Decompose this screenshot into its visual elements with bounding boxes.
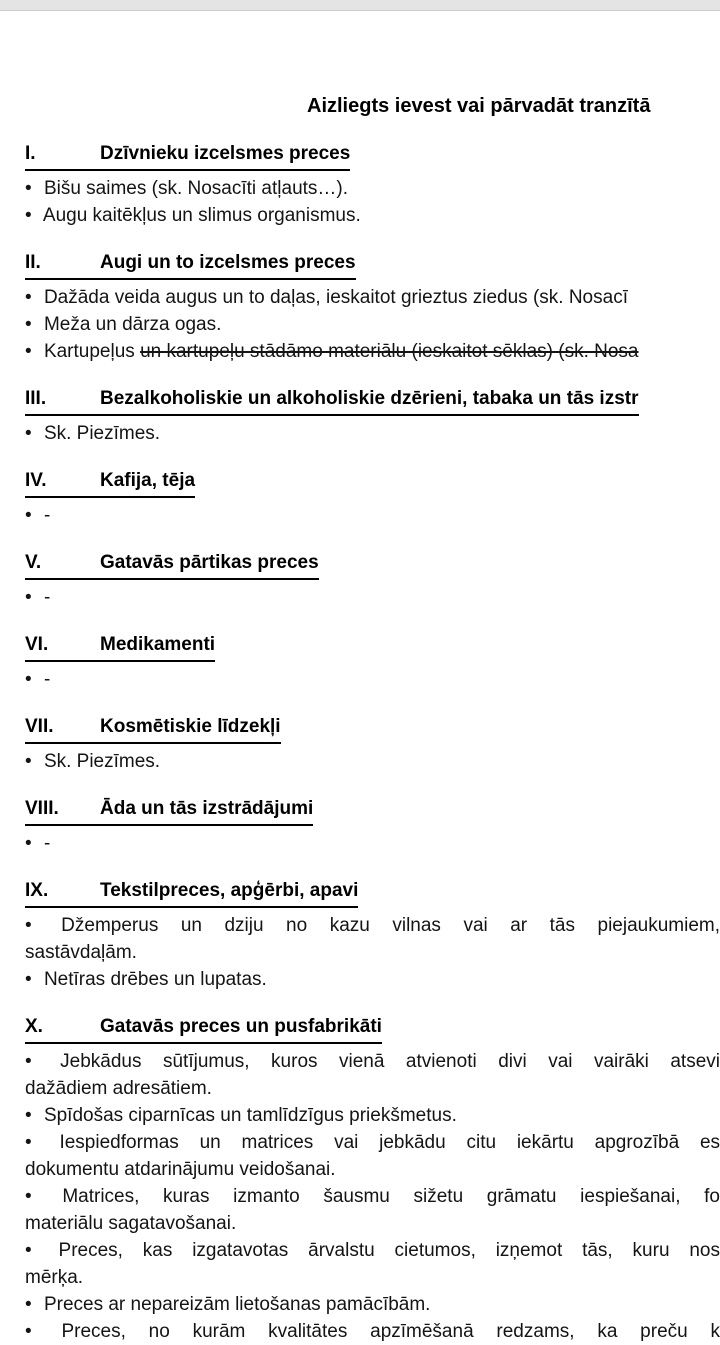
section-heading-underline bbox=[25, 795, 313, 826]
bullet-dot: • bbox=[25, 423, 32, 444]
bullet-text: Meža un dārza ogas. bbox=[43, 314, 222, 335]
top-gray-bar bbox=[0, 0, 720, 11]
section-numeral: VII. bbox=[25, 716, 54, 737]
section-heading bbox=[25, 877, 720, 908]
bullet-text: Sk. Piezīmes. bbox=[43, 751, 161, 772]
section bbox=[25, 385, 720, 447]
bullet-item bbox=[25, 1183, 720, 1210]
bullet-text: Netīras drēbes un lupatas. bbox=[43, 969, 267, 990]
section-heading-underline bbox=[25, 140, 350, 171]
bullet-item bbox=[25, 666, 720, 693]
section-heading-text: Augi un to izcelsmes preces bbox=[100, 252, 356, 273]
bullet-text: dažādiem adresātiem. bbox=[25, 1078, 212, 1099]
bullet-text: materiālu sagatavošanai. bbox=[25, 1213, 237, 1234]
section-heading-underline bbox=[25, 1013, 382, 1044]
bullet-item bbox=[25, 912, 720, 939]
section-heading-text: Bezalkoholiskie un alkoholiskie dzērieni, tabaka un tās izstr bbox=[100, 388, 639, 409]
bullet-dot: • bbox=[25, 1051, 32, 1072]
bullet-dot: • bbox=[25, 287, 32, 308]
bullet-text: - bbox=[43, 587, 51, 608]
bullet-text: sastāvdaļām. bbox=[25, 942, 137, 963]
bullet-text: dokumentu atdarinājumu veidošanai. bbox=[25, 1159, 336, 1180]
section-heading-underline bbox=[25, 385, 639, 416]
section-heading bbox=[25, 795, 720, 826]
bullet-continuation-line bbox=[25, 1156, 720, 1183]
bullet-continuation-line bbox=[25, 1075, 720, 1102]
section bbox=[25, 140, 720, 229]
bullet-item bbox=[25, 175, 720, 202]
bullet-dot: • bbox=[25, 1105, 32, 1126]
bullet-dot: • bbox=[25, 1186, 32, 1207]
section-heading bbox=[25, 467, 720, 498]
section-numeral: I. bbox=[25, 143, 36, 164]
section bbox=[25, 713, 720, 775]
section bbox=[25, 877, 720, 993]
section bbox=[25, 467, 720, 529]
section-heading-text: Medikamenti bbox=[100, 634, 216, 655]
bullet-dot: • bbox=[25, 833, 32, 854]
bullet-item bbox=[25, 584, 720, 611]
section-heading-underline bbox=[25, 877, 358, 908]
bullet-text: Sk. Piezīmes. bbox=[43, 423, 161, 444]
section-heading-text: Kafija, tēja bbox=[100, 470, 196, 491]
bullet-dot: • bbox=[25, 1240, 32, 1261]
section-numeral: IX. bbox=[25, 880, 49, 901]
section-heading-text: Tekstilpreces, apģērbi, apavi bbox=[100, 880, 359, 901]
page-title: Aizliegts ievest vai pārvadāt tranzītā bbox=[307, 95, 651, 117]
section bbox=[25, 249, 720, 365]
bullet-text: mērķa. bbox=[25, 1267, 84, 1288]
section-heading-text: Gatavās preces un pusfabrikāti bbox=[100, 1016, 382, 1037]
section-numeral: IV. bbox=[25, 470, 47, 491]
bullet-dot: • bbox=[25, 587, 32, 608]
section-heading bbox=[25, 249, 720, 280]
bullet-text: - bbox=[43, 833, 51, 854]
bullet-item bbox=[25, 502, 720, 529]
bullet-item bbox=[25, 830, 720, 857]
section-heading-text: Kosmētiskie līdzekļi bbox=[100, 716, 281, 737]
section-numeral: V. bbox=[25, 552, 42, 573]
section-heading bbox=[25, 140, 720, 171]
bullet-text: Preces, kas izgatavotas ārvalstu cietumos, izņemot tās, kuru nos bbox=[58, 1240, 720, 1261]
bullet-item bbox=[25, 1291, 720, 1318]
section-numeral: VIII. bbox=[25, 798, 59, 819]
bullet-dot: • bbox=[25, 1321, 32, 1342]
bullet-text: Kartupeļus bbox=[43, 341, 141, 362]
section bbox=[25, 1013, 720, 1345]
bullet-item bbox=[25, 1237, 720, 1264]
bullet-text: Matrices, kuras izmanto šausmu sižetu grāmatu iespiešanai, fo bbox=[62, 1186, 720, 1207]
section-heading-underline bbox=[25, 713, 281, 744]
bullet-item bbox=[25, 420, 720, 447]
bullet-item bbox=[25, 966, 720, 993]
section-heading-text: Āda un tās izstrādājumi bbox=[100, 798, 314, 819]
bullet-text: Preces ar nepareizām lietošanas pamācībām. bbox=[43, 1294, 431, 1315]
bullet-dot: • bbox=[25, 205, 32, 226]
bullet-dot: • bbox=[25, 178, 32, 199]
section-heading-underline bbox=[25, 631, 215, 662]
bullet-item bbox=[25, 748, 720, 775]
bullet-continuation-line bbox=[25, 1210, 720, 1237]
bullet-dot: • bbox=[25, 1132, 32, 1153]
bullet-continuation-line bbox=[25, 1264, 720, 1291]
bullet-text: - bbox=[43, 669, 51, 690]
bullet-text: Džemperus un dziju no kazu vilnas vai ar tās piejaukumiem, bbox=[61, 915, 720, 936]
bullet-item bbox=[25, 338, 720, 365]
bullet-item bbox=[25, 311, 720, 338]
bullet-text: Augu kaitēkļus un slimus organismus. bbox=[42, 205, 361, 226]
section-numeral: VI. bbox=[25, 634, 49, 655]
bullet-dot: • bbox=[25, 915, 32, 936]
bullet-item bbox=[25, 1129, 720, 1156]
bullet-item bbox=[25, 284, 720, 311]
bullet-text: Spīdošas ciparnīcas un tamlīdzīgus priekšmetus. bbox=[43, 1105, 457, 1126]
bullet-text: Preces, no kurām kvalitātes apzīmēšanā redzams, ka preču k bbox=[61, 1321, 720, 1342]
bullet-text: Iespiedformas un matrices vai jebkādu citu iekārtu apgrozībā es bbox=[59, 1132, 720, 1153]
section-heading bbox=[25, 1013, 720, 1044]
section-numeral: X. bbox=[25, 1016, 43, 1037]
bullet-item bbox=[25, 1048, 720, 1075]
bullet-item bbox=[25, 1102, 720, 1129]
section-heading bbox=[25, 631, 720, 662]
section-heading-underline bbox=[25, 249, 356, 280]
section bbox=[25, 549, 720, 611]
section-numeral: II. bbox=[25, 252, 41, 273]
bullet-dot: • bbox=[25, 1294, 32, 1315]
bullet-dot: • bbox=[25, 341, 32, 362]
bullet-dot: • bbox=[25, 751, 32, 772]
bullet-continuation-line bbox=[25, 939, 720, 966]
bullet-dot: • bbox=[25, 669, 32, 690]
section-heading bbox=[25, 385, 720, 416]
bullet-text: Jebkādus sūtījumus, kuros vienā atvienoti divi vai vairāki atsevi bbox=[60, 1051, 720, 1072]
section-heading-underline bbox=[25, 467, 195, 498]
bullet-dot: • bbox=[25, 969, 32, 990]
section-heading bbox=[25, 713, 720, 744]
bullet-text: Dažāda veida augus un to daļas, ieskaitot grieztus ziedus (sk. Nosacī bbox=[43, 287, 628, 308]
document-page bbox=[0, 93, 720, 1345]
sections-container bbox=[25, 140, 720, 1345]
bullet-item bbox=[25, 202, 720, 229]
section-numeral: III. bbox=[25, 388, 47, 409]
section bbox=[25, 795, 720, 857]
section-heading-text: Gatavās pārtikas preces bbox=[100, 552, 319, 573]
section-heading-text: Dzīvnieku izcelsmes preces bbox=[100, 143, 351, 164]
section bbox=[25, 631, 720, 693]
bullet-dot: • bbox=[25, 505, 32, 526]
bullet-text: Bišu saimes (sk. Nosacīti atļauts…). bbox=[43, 178, 349, 199]
bullet-text: - bbox=[43, 505, 51, 526]
bullet-strikethrough-text: un kartupeļu stādāmo materiālu (ieskaitot sēklas) (sk. Nosa bbox=[140, 341, 639, 362]
section-heading bbox=[25, 549, 720, 580]
bullet-item bbox=[25, 1318, 720, 1345]
section-heading-underline bbox=[25, 549, 319, 580]
bullet-dot: • bbox=[25, 314, 32, 335]
